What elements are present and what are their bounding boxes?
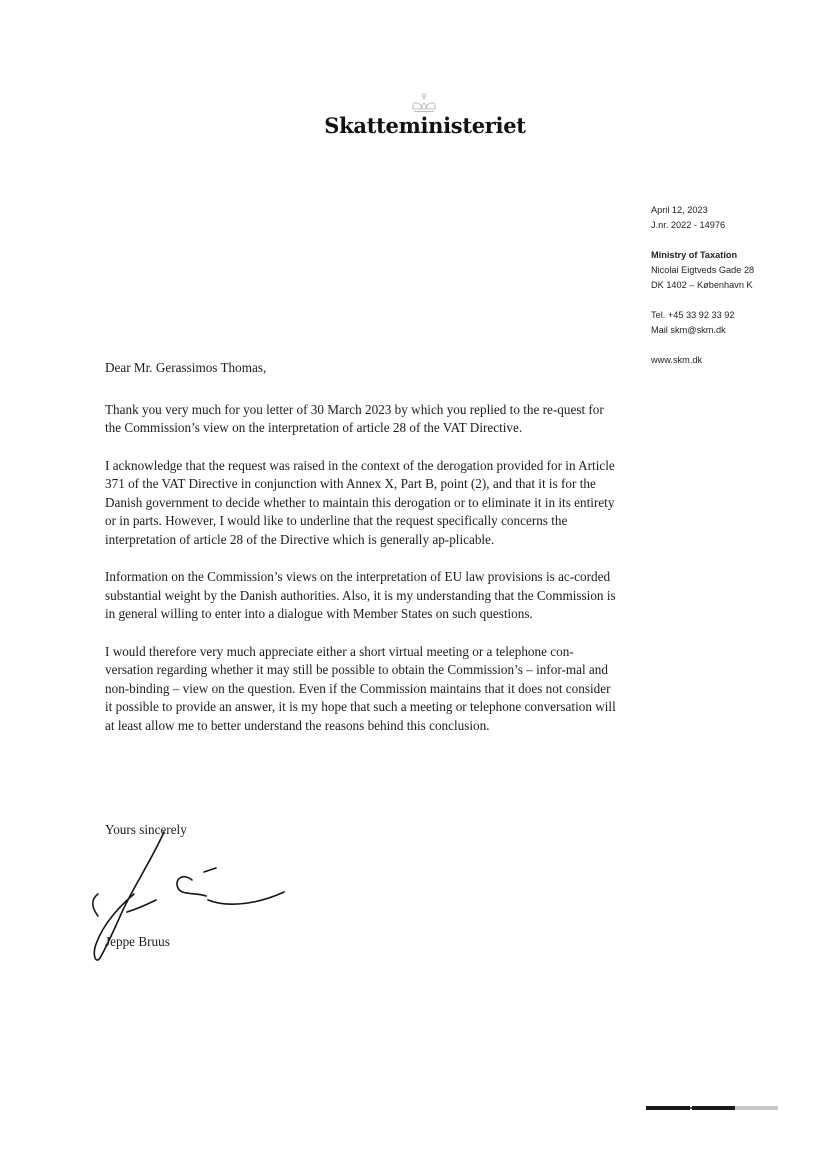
paragraph: Thank you very much for you letter of 30 March 2023 by which you replied to the re-quest for the Commission’s view on the interpretation of article 28 of the VAT Directive. [105,401,604,435]
paragraph: I would therefore very much appreciate either a short virtual meeting or a telephone con-versation regarding whether it may still be possible to obtain the Commission’s – infor-mal and non-binding – view on the question. Even if the Commission maintains that it does not consider it possible to provide an answer, it is my hope that such a meeting or telephone conversation will at least allow me to better understand the reasons behind this conclusion. [105,643,616,733]
crown-icon [409,93,439,113]
footer-bar-segment [646,1106,690,1110]
journal-number: J.nr. 2022 - 14976 [651,220,726,230]
organization-name: Ministry of Taxation [651,250,738,260]
phone-number: Tel. +45 33 92 33 92 [651,310,735,320]
website-link: www.skm.dk [651,355,703,365]
ministry-logo: Skatteministeriet [324,113,526,138]
email-address: Mail skm@skm.dk [651,325,726,335]
city-address: DK 1402 – København K [651,280,753,290]
closing: Yours sincerely [105,822,187,837]
paragraph: I acknowledge that the request was raised in the context of the derogation provided for in Article 371 of the VAT Directive in conjunction with Annex X, Part B, point (2), and that it is for the Danish government to decide whether to maintain this derogation or to eliminate it in its entirety or in parts. However, I would like to underline that the request specifically concerns the interpretation of article 28 of the Directive which is generally ap-plicable. [105,457,615,547]
street-address: Nicolai Eigtveds Gade 28 [651,265,755,275]
page-footer-bar [646,1104,778,1112]
letter-date: April 12, 2023 [651,205,708,215]
letter-body [105,359,617,754]
signer-name: Jeppe Bruus [105,934,170,949]
footer-bar-segment [735,1106,778,1110]
paragraph: Information on the Commission’s views on the interpretation of EU law provisions is ac-corded substantial weight by the Danish authorities. Also, it is my understanding that the Commission is in general willing to enter into a dialogue with Member States on such questions. [105,569,616,621]
footer-bar-segment [692,1106,735,1110]
salutation: Dear Mr. Gerassimos Thomas, [105,360,267,375]
sender-info [651,203,821,383]
